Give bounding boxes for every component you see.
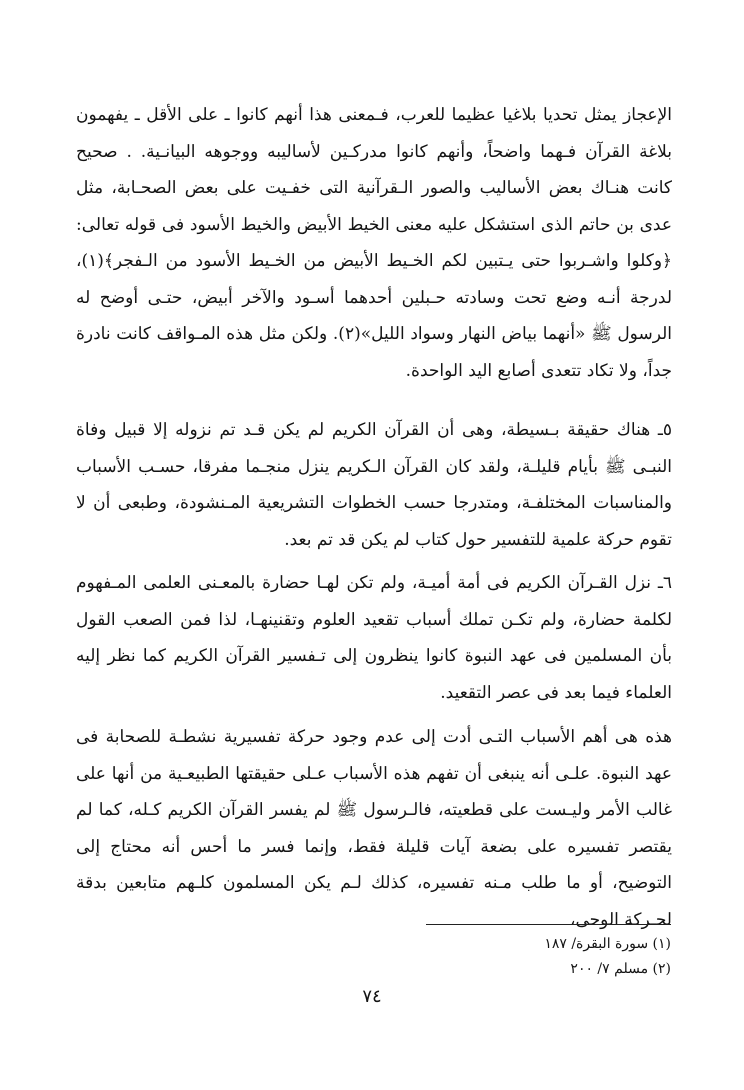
- body-paragraph-4: [76, 719, 672, 938]
- footnotes: [380, 932, 671, 982]
- footnote-divider: [426, 924, 671, 925]
- footnote-1: (١) سورة البقرة/ ١٨٧: [544, 936, 671, 952]
- paragraph-text: الإعجاز يمثل تحديا بلاغيا عظيما للعرب، فـمعنى هذا أنهم كانوا ـ على الأقل ـ يفهمون بلاغة القرآن فـهما واضحاً، وأنهم كانوا مدركـين لأساليبه ووجوهه البيانـية. . صحيح كانت هنـاك بعض الأساليب والصور الـقرآنية التى خفـيت على بعض الصحـابة، مثل عدى بن حاتم الذى استشكل عليه معنى الخيط الأبيض والخيط الأسود فى قوله تعالى: ﴿وكلوا واشـربوا حتى يـتبين لكم الخـيط الأبيض من الخـيط الأسود من الـفجر﴾(١)، لدرجة أنـه وضع تحت وسادته حـبلين أحدهما أسـود والآخر أبيض، حتـى أوضح له الرسول ﷺ «أنهما بياض النهار وسواد الليل»(٢). ولكن مثل هذه المـواقف كانت نادرة جداً، ولا تكاد تتعدى أصابع اليد الواحدة.: [76, 105, 672, 381]
- body-paragraph-1: [76, 97, 672, 389]
- footnote-2: (٢) مسلم ٧/ ٢٠٠: [570, 961, 671, 977]
- paragraph-text: هذه هى أهم الأسباب التـى أدت إلى عدم وجود حركة تفسيرية نشطـة للصحابة فى عهد النبوة. علـى أنه ينبغى أن تفهم هذه الأسباب عـلى حقيقتها الطبيعـية من أنها على غالب الأمر وليـست على قطعيته، فالـرسول ﷺ لم يفسر القرآن الكريم كـله، كما لم يقتصر تفسيره على بضعة آيات قليلة فقط، وإنما فسر ما أحس أنه محتاج إلى التوضيح، أو ما طلب مـنه تفسيره، كذلك لـم يكن المسلمون كلـهم متابعين بدقة لحـركة الوحى،: [76, 727, 672, 930]
- body-paragraph-2: [76, 412, 672, 558]
- body-paragraph-3: [76, 565, 672, 711]
- paragraph-text: ٥ـ هناك حقيقة بـسيطة، وهى أن القرآن الكريم لم يكن قـد تم نزوله إلا قبيل وفاة النبـى ﷺ بأيام قليلـة، ولقد كان القرآن الـكريم ينزل منجـما مفرقا، حسـب الأسباب والمناسبات المختلفـة، ومتدرجا حسب الخطوات التشريعية المـنشودة، وطبعى أن لا تقوم حركة علمية للتفسير حول كتاب لم يكن قد تم بعد.: [76, 420, 672, 550]
- page-number: ٧٤: [362, 986, 382, 1007]
- paragraph-text: ٦ـ نزل القـرآن الكريم فى أمة أميـة، ولم تكن لهـا حضارة بالمعـنى العلمى المـفهوم لكلمة حضارة، ولم تكـن تملك أسباب تقعيد العلوم وتقنينهـا، لذا فمن الصعب القول بأن المسلمين فى عهد النبوة كانوا ينظرون إلى تـفسير القرآن الكريم كما نظر إليه العلماء فيما بعد فى عصر التقعيد.: [76, 573, 672, 703]
